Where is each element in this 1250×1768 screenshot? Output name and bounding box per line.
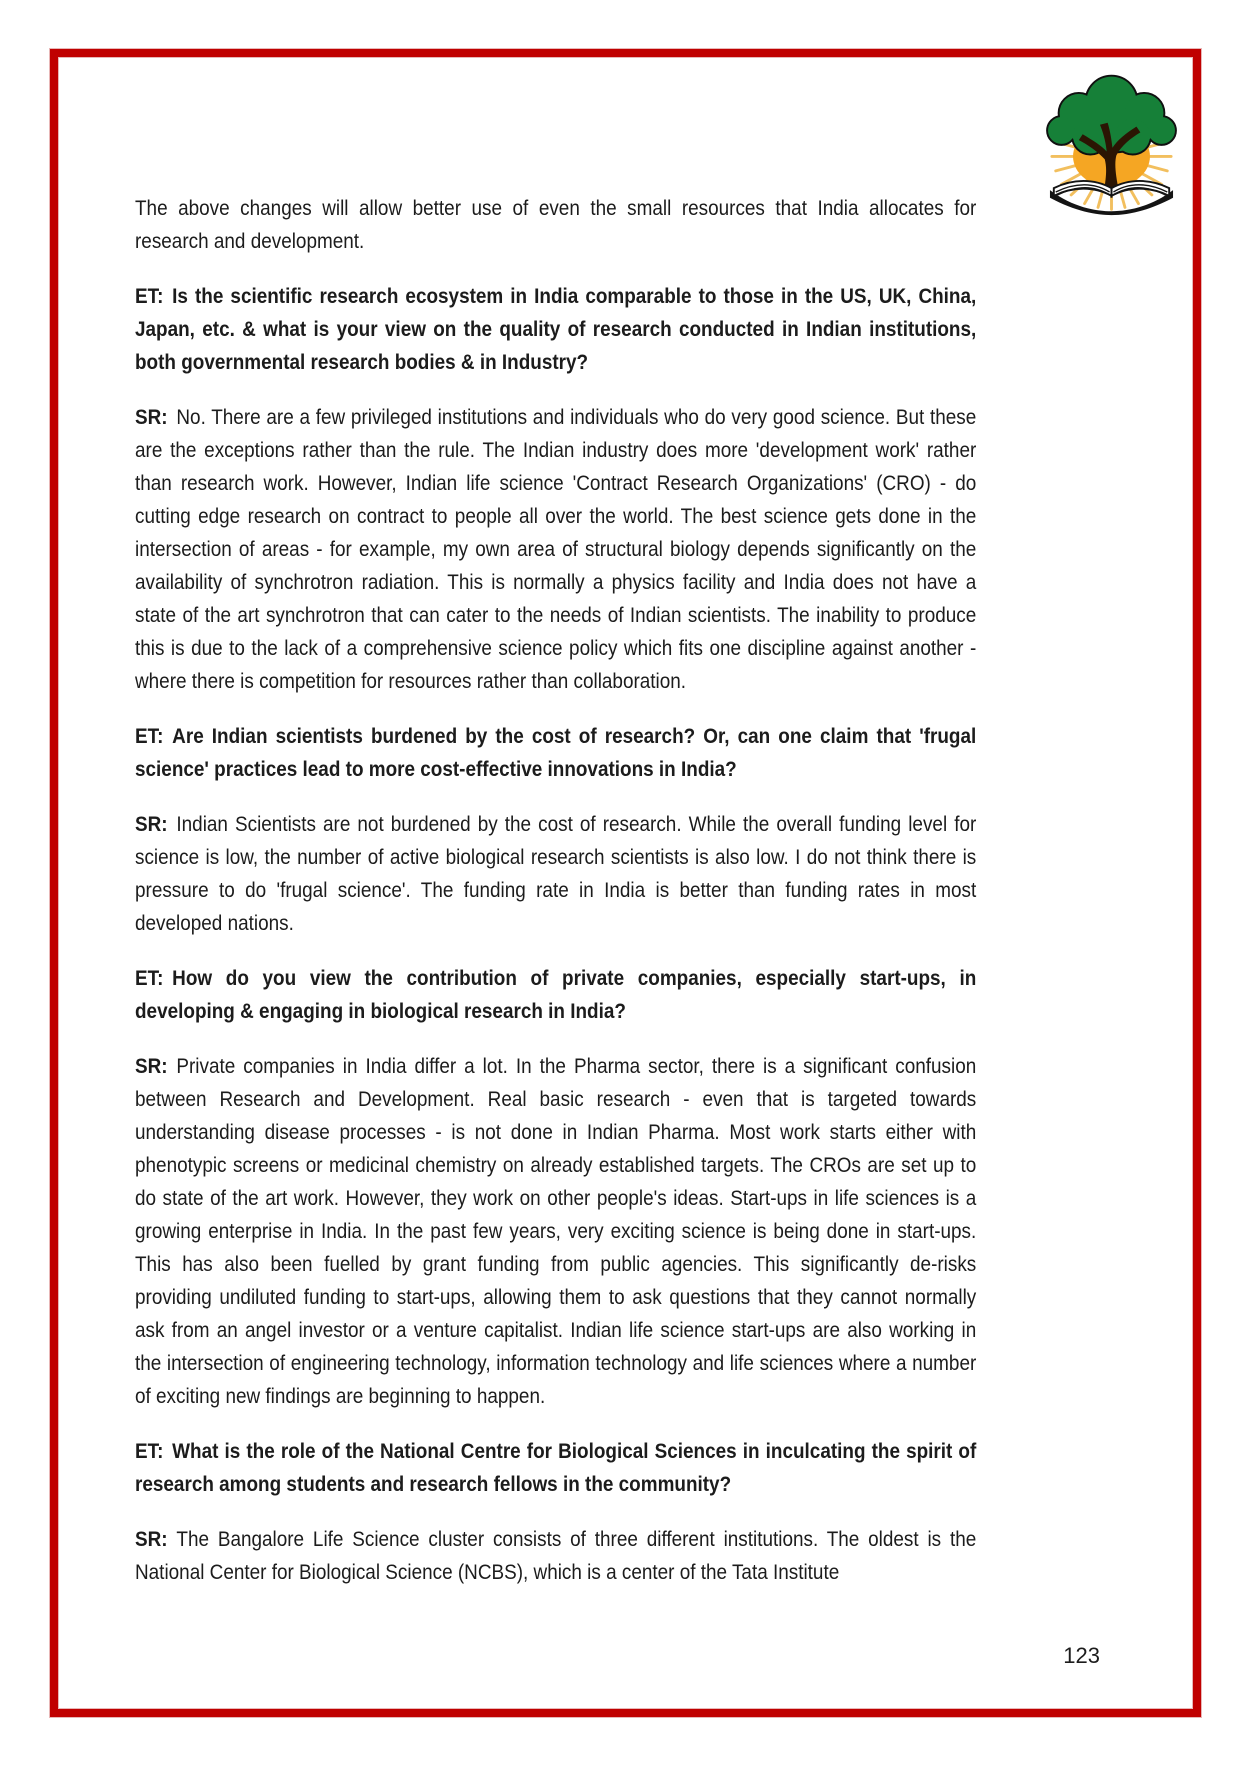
tree-sun-open-book-logo [1033, 67, 1190, 217]
speaker-label: SR: [135, 405, 168, 429]
speaker-label: ET: [135, 724, 164, 748]
paragraph-text: The above changes will allow better use of even the small resources that India allocates for research and development. [135, 196, 977, 253]
paragraph-text: Private companies in India differ a lot. In the Pharma sector, there is a significant confusion between Research and Development. Real basic research - even that is targeted towards understanding disease processes - is not done in Indian Pharma. Most work starts either with phenotypic screens or medicinal chemistry on already established targets. The CROs are set up to do state of the art work. However, they work on other people's ideas. Start-ups in life sciences is a growing enterprise in India. In the past few years, very exciting science is being done in start-ups. This has also been fuelled by grant funding from public agencies. This significantly de-risks providing undiluted funding to start-ups, allowing them to ask questions that they cannot normally ask from an angel investor or a venture capitalist. Indian life science start-ups are also working in the intersection of engineering technology, information technology and life sciences where a number of exciting new findings are beginning to happen. [135, 1054, 977, 1408]
speaker-label: ET: [135, 966, 164, 990]
answer-sr [135, 401, 976, 698]
question-et [135, 720, 976, 786]
interview-text [135, 192, 976, 1611]
question-et [135, 1435, 976, 1501]
paragraph-text: Are Indian scientists burdened by the cost of research? Or, can one claim that 'frugal science' practices lead to more cost-effective innovations in India? [135, 724, 977, 781]
page-border-frame [50, 49, 1201, 1717]
paragraph-text: No. There are a few privileged institutions and individuals who do very good science. But these are the exceptions rather than the rule. The Indian industry does more 'development work' rather than research work. However, Indian life science 'Contract Research Organizations' (CRO) - do cutting edge research on contract to people all over the world. The best science gets done in the intersection of areas - for example, my own area of structural biology depends significantly on the availability of synchrotron radiation. This is normally a physics facility and India does not have a state of the art synchrotron that can cater to the needs of Indian scientists. The inability to produce this is due to the lack of a comprehensive science policy which fits one discipline against another - where there is competition for resources rather than collaboration. [135, 405, 977, 693]
speaker-label: SR: [135, 1054, 168, 1078]
paragraph-text: Is the scientific research ecosystem in India comparable to those in the US, UK, China, Japan, etc. & what is your view on the quality of research conducted in Indian institutions, both governmental research bodies & in Industry? [135, 284, 977, 374]
question-et [135, 280, 976, 379]
speaker-label: SR: [135, 812, 168, 836]
paragraph [135, 192, 976, 258]
answer-sr [135, 1523, 976, 1589]
paragraph-text: The Bangalore Life Science cluster consists of three different institutions. The oldest is the National Center for Biological Science (NCBS), which is a center of the Tata Institute [135, 1527, 977, 1584]
page-number: 123 [1063, 1643, 1100, 1668]
paragraph-text: Indian Scientists are not burdened by the cost of research. While the overall funding level for science is low, the number of active biological research scientists is also low. I do not think there is pressure to do 'frugal science'. The funding rate in India is better than funding rates in most developed nations. [135, 812, 977, 935]
question-et [135, 962, 976, 1028]
paragraph-text: What is the role of the National Centre for Biological Sciences in inculcating the spirit of research among students and research fellows in the community? [135, 1439, 977, 1496]
speaker-label: ET: [135, 1439, 164, 1463]
answer-sr [135, 1050, 976, 1413]
speaker-label: SR: [135, 1527, 168, 1551]
paragraph-text: How do you view the contribution of private companies, especially start-ups, in developing & engaging in biological research in India? [135, 966, 977, 1023]
answer-sr [135, 808, 976, 940]
speaker-label: ET: [135, 284, 164, 308]
